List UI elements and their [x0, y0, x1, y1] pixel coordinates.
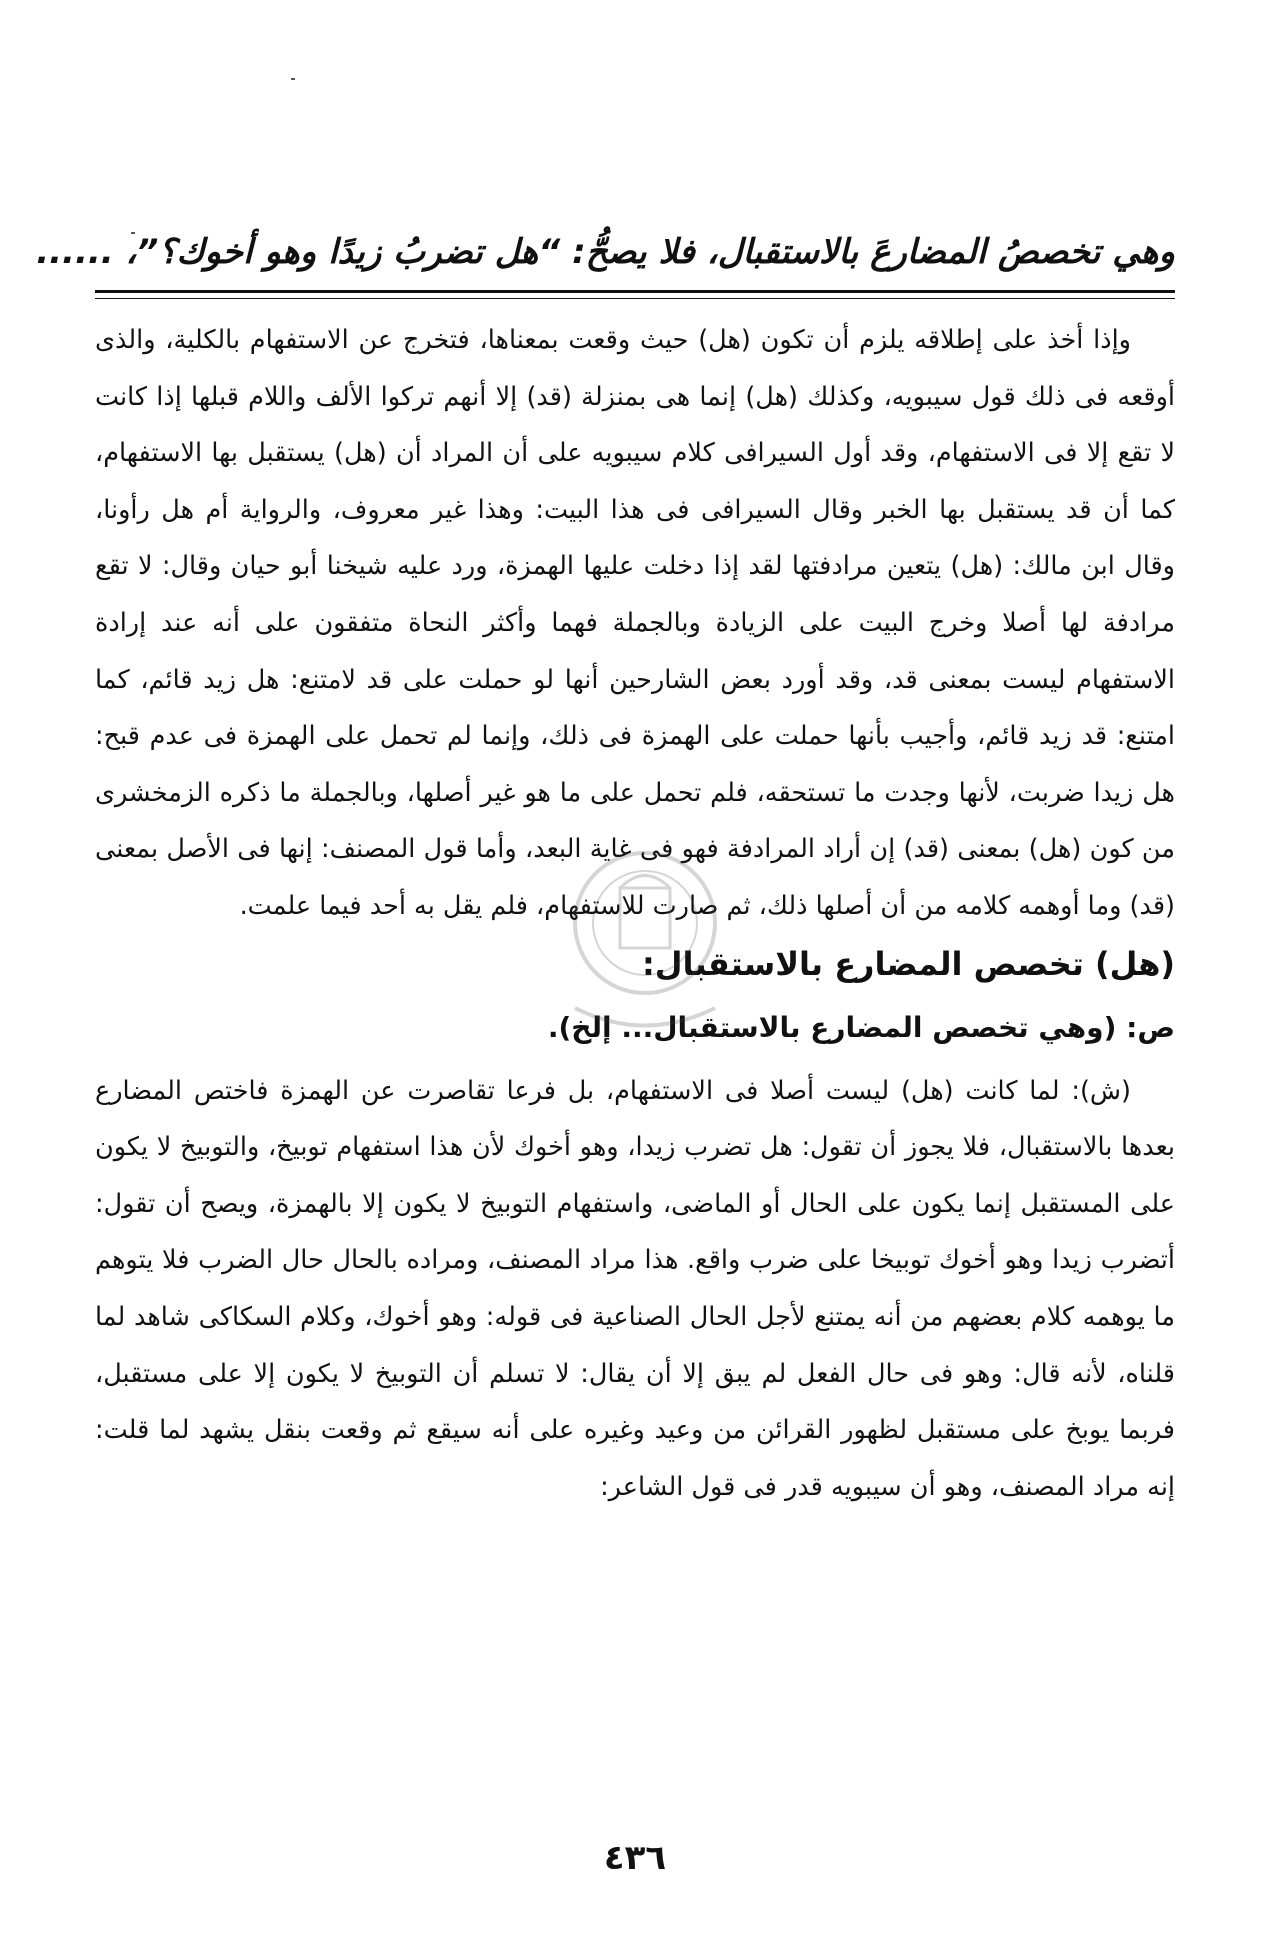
header-rule-thin	[95, 298, 1175, 299]
library-seal-watermark	[550, 838, 740, 1048]
book-page	[36, 0, 1175, 1944]
section-heading: (هل) تخصص المضارع بالاستقبال:	[641, 944, 1175, 983]
header-rule-thick	[95, 290, 1175, 293]
scan-speck	[291, 78, 295, 80]
paragraph: وإذا أخذ على إطلاقه يلزم أن تكون (هل) حيث وقعت بمعناها، فتخرج عن الاستفهام بالكلية، والذى أوقعه فى ذلك قول سيبويه، وكذلك (هل) إنما هى بمنزلة (قد) إلا أنهم تركوا الألف واللام قبلها إذا كانت لا تقع إلا فى الاستفهام، وقد أول السيرافى كلام سيبويه على أن المراد أن (هل) يستقبل بها الاستفهام، كما أن قد يستقبل بها الخبر وقال السيرافى فى هذا البيت: وهذا غير معروف، والرواية أم هل رأونا، وقال ابن مالك: (هل) يتعين مرادفتها لقد إذا دخلت عليها الهمزة، ورد عليه شيخنا أبو حيان وقال: لا تقع مرادفة لها أصلا وخرج البيت على الزيادة وبالجملة فهما وأكثر النحاة متفقون على أنه عند إرادة الاستفهام ليست بمعنى قد، وقد أورد بعض الشارحين أنها لو حملت على قد لامتنع: هل زيد قائم، كما امتنع: قد زيد قائم، وأجيب بأنها حملت على الهمزة فى ذلك، وإنما لم تحمل على الهمزة فى عدم قبح: هل زيدا ضربت، لأنها وجدت ما تستحقه، فلم تحمل على ما هو غير أصلها، وبالجملة ما ذكره الزمخشرى من كون (هل) بمعنى (قد) إن أراد المرادفة فهو فى غاية البعد، وأما قول المصنف: إنها فى الأصل بمعنى (قد) وما أوهمه كلامه من أن أصلها ذلك، ثم صارت للاستفهام، فلم يقل به أحد فيما علمت.	[95, 325, 1175, 921]
page-number: ٤٣٦	[603, 1838, 667, 1878]
matn-text: ص: (وهي تخصص المضارع بالاستقبال... إلخ).	[547, 1010, 1175, 1044]
running-header: وهي تخصصُ المضارعَ بالاستقبال، فلا يصحُّ: “هل تضربُ زيدًا وهو أخوك؟”، ......	[36, 232, 1175, 272]
sharh-paragraph: (ش): لما كانت (هل) ليست أصلا فى الاستفهام، بل فرعا تقاصرت عن الهمزة فاختص المضارع بعدها بالاستقبال، فلا يجوز أن تقول: هل تضرب زيدا، وهو أخوك لأن هذا استفهام توبيخ، والتوبيخ لا يكون على المستقبل إنما يكون على الحال أو الماضى، واستفهام التوبيخ لا يكون إلا بالهمزة، ويصح أن تقول: أتضرب زيدا وهو أخوك توبيخا على ضرب واقع. هذا مراد المصنف، ومراده بالحال حال الضرب فلا يتوهم ما يوهمه كلام بعضهم من أنه يمتنع لأجل الحال الصناعية فى قوله: وهو أخوك، وكلام السكاكى شاهد لما قلناه، لأنه قال: وهو فى حال الفعل لم يبق إلا أن يقال: لا تسلم أن التوبيخ لا يكون إلا على مستقبل، فربما يوبخ على مستقبل لظهور القرائن من وعيد وغيره على أنه سيقع ثم وقعت بنقل يشهد لما قلت: إنه مراد المصنف، وهو أن سيبويه قدر فى قول الشاعر:	[95, 1075, 1175, 1502]
